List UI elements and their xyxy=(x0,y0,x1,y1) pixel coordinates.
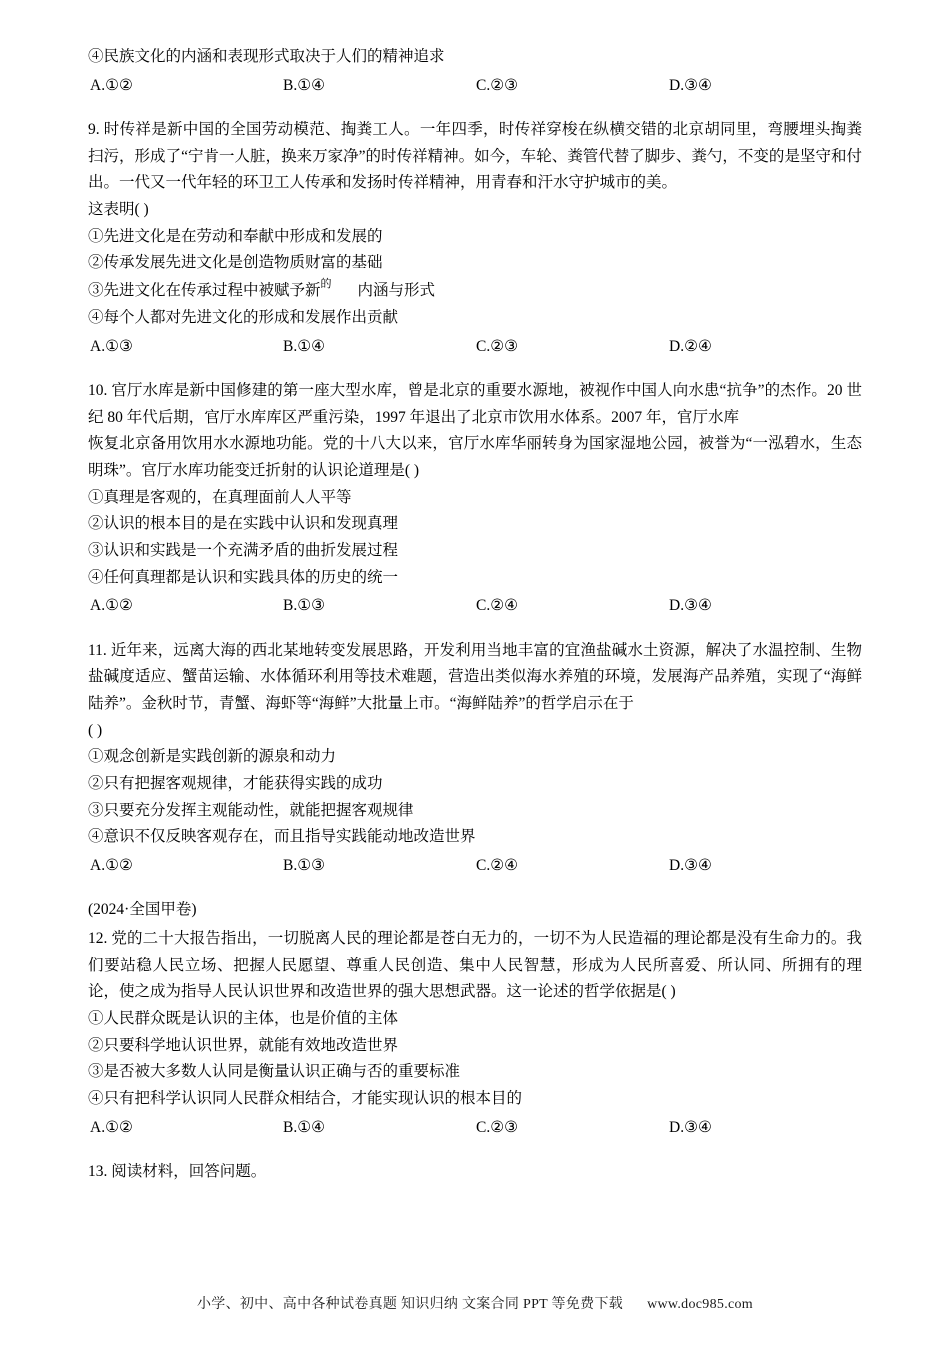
question-11-item-1: ①观念创新是实践创新的源泉和动力 xyxy=(88,748,337,766)
option-c[interactable]: C.②③ xyxy=(476,76,519,94)
question-12-option-c[interactable]: C.②③ xyxy=(476,1118,519,1136)
question-9-item-3 xyxy=(88,277,862,305)
question-11-option-c[interactable]: C.②④ xyxy=(476,856,519,874)
question-9-item-3-head: ③先进文化在传承过程中被赋予新 xyxy=(88,282,321,300)
top-fragment xyxy=(88,44,862,100)
question-10-stem-continued: 恢复北京备用饮用水水源地功能。党的十八大以来，官厅水库华丽转身为国家湿地公园，被誉为“一泓碧水，生态明珠”。官厅水库功能变迁折射的认识论道理是( ) xyxy=(88,435,862,479)
answer-options-row xyxy=(88,71,862,100)
question-11-item-4: ④意识不仅反映客观存在，而且指导实践能动地改造世界 xyxy=(88,828,476,846)
question-10-option-a[interactable]: A.①② xyxy=(90,597,133,615)
question-12-option-d[interactable]: D.③④ xyxy=(669,1118,712,1136)
option-item-4: ④民族文化的内涵和表现形式取决于人们的精神追求 xyxy=(88,48,445,65)
footer-text: 小学、初中、高中各种试卷真题 知识归纳 文案合同 PPT 等免费下载 xyxy=(196,1297,624,1312)
question-10-option-b[interactable]: B.①③ xyxy=(283,597,326,615)
page-footer xyxy=(0,1293,950,1313)
question-12-stem: 12. 党的二十大报告指出，一切脱离人民的理论都是苍白无力的，一切不为人民造福的理论都是没有生命力的。我们要站稳人民立场、把握人民愿望、尊重人民创造、集中人民智慧，形成为人民所喜爱、所认同、所拥有的理论，使之成为指导人民认识世界和改造世界的强大思想武器。这一论述的哲学依据是( ) xyxy=(88,929,862,1001)
question-9-option-a[interactable]: A.①③ xyxy=(90,337,133,355)
question-10-item-2: ②认识的根本目的是在实践中认识和发现真理 xyxy=(88,515,399,533)
question-12-option-b[interactable]: B.①④ xyxy=(283,1118,326,1136)
question-12-options-row xyxy=(88,1113,862,1142)
question-11-option-d[interactable]: D.③④ xyxy=(669,856,712,874)
question-13-stem: 13. 阅读材料，回答问题。 xyxy=(88,1163,267,1180)
question-10-item-4: ④任何真理都是认识和实践具体的历史的统一 xyxy=(88,568,399,586)
question-12-option-a[interactable]: A.①② xyxy=(90,1118,133,1136)
question-10-option-d[interactable]: D.③④ xyxy=(669,597,712,615)
question-13 xyxy=(88,1159,862,1186)
question-10-item-1: ①真理是客观的，在真理面前人人平等 xyxy=(88,488,352,506)
question-11-option-a[interactable]: A.①② xyxy=(90,856,133,874)
question-9-option-d[interactable]: D.②④ xyxy=(669,337,712,355)
question-9-item-2: ②传承发展先进文化是创造物质财富的基础 xyxy=(88,254,383,272)
question-10-item-3: ③认识和实践是一个充满矛盾的曲折发展过程 xyxy=(88,541,399,559)
question-10-options-row xyxy=(88,591,862,620)
question-10-option-c[interactable]: C.②④ xyxy=(476,597,519,615)
question-12-source: (2024·全国甲卷) xyxy=(88,901,197,919)
question-12 xyxy=(88,897,862,1142)
question-9 xyxy=(88,117,862,361)
question-12-item-3: ③是否被大多数人认同是衡量认识正确与否的重要标准 xyxy=(88,1063,461,1081)
question-9-item-3-tail: 内涵与形式 xyxy=(357,282,436,300)
question-10-stem: 10. 官厅水库是新中国修建的第一座大型水库，曾是北京的重要水源地，被视作中国人向水患“抗争”的杰作。20 世纪 80 年代后期，官厅水库库区严重污染，1997 年退出了北京市饮用水体系。2007 年，官厅水库 xyxy=(88,381,862,426)
question-9-options-row xyxy=(88,332,862,361)
question-11-stem: 11. 近年来，远离大海的西北某地转变发展思路，开发利用当地丰富的宜渔盐碱水土资源，解决了水温控制、生物盐碱度适应、蟹苗运输、水体循环利用等技术难题，营造出类似海水养殖的环境，发展海产品养殖，实现了“海鲜陆养”。金秋时节，青蟹、海虾等“海鲜”大批量上市。“海鲜陆养”的哲学启示在于 xyxy=(88,641,862,712)
question-12-item-4: ④只有把科学认识同人民群众相结合，才能实现认识的根本目的 xyxy=(88,1089,523,1107)
question-9-stem: 9. 时传祥是新中国的全国劳动模范、掏粪工人。一年四季，时传祥穿梭在纵横交错的北京胡同里，弯腰埋头掏粪扫污，形成了“宁肯一人脏，换来万家净”的时传祥精神。如今，车轮、粪管代替了脚步、粪勺，不变的是坚守和付出。一代又一代年轻的环卫工人传承和发扬时传祥精神，用青春和汗水守护城市的美。 xyxy=(88,121,862,192)
question-12-item-1: ①人民群众既是认识的主体，也是价值的主体 xyxy=(88,1009,399,1027)
question-11-options-row xyxy=(88,851,862,880)
question-12-item-2: ②只要科学地认识世界，就能有效地改造世界 xyxy=(88,1036,399,1054)
question-9-item-1: ①先进文化是在劳动和奉献中形成和发展的 xyxy=(88,227,383,245)
question-11-option-b[interactable]: B.①③ xyxy=(283,856,326,874)
footer-site-link[interactable]: www.doc985.com xyxy=(647,1297,754,1312)
question-9-stem-tail: 这表明( ) xyxy=(88,201,149,219)
question-11-item-3: ③只要充分发挥主观能动性，就能把握客观规律 xyxy=(88,801,414,819)
question-9-option-c[interactable]: C.②③ xyxy=(476,337,519,355)
question-9-item-3-sup: 的 xyxy=(320,278,332,291)
question-11-item-2: ②只有把握客观规律，才能获得实践的成功 xyxy=(88,774,383,792)
question-9-option-b[interactable]: B.①④ xyxy=(283,337,326,355)
option-a[interactable]: A.①② xyxy=(90,76,133,94)
question-11-stem-tail: ( ) xyxy=(88,721,103,739)
question-11 xyxy=(88,638,862,881)
option-b[interactable]: B.①④ xyxy=(283,76,326,94)
question-9-item-4: ④每个人都对先进文化的形成和发展作出贡献 xyxy=(88,308,399,326)
option-d[interactable]: D.③④ xyxy=(669,76,712,94)
question-10 xyxy=(88,378,862,621)
